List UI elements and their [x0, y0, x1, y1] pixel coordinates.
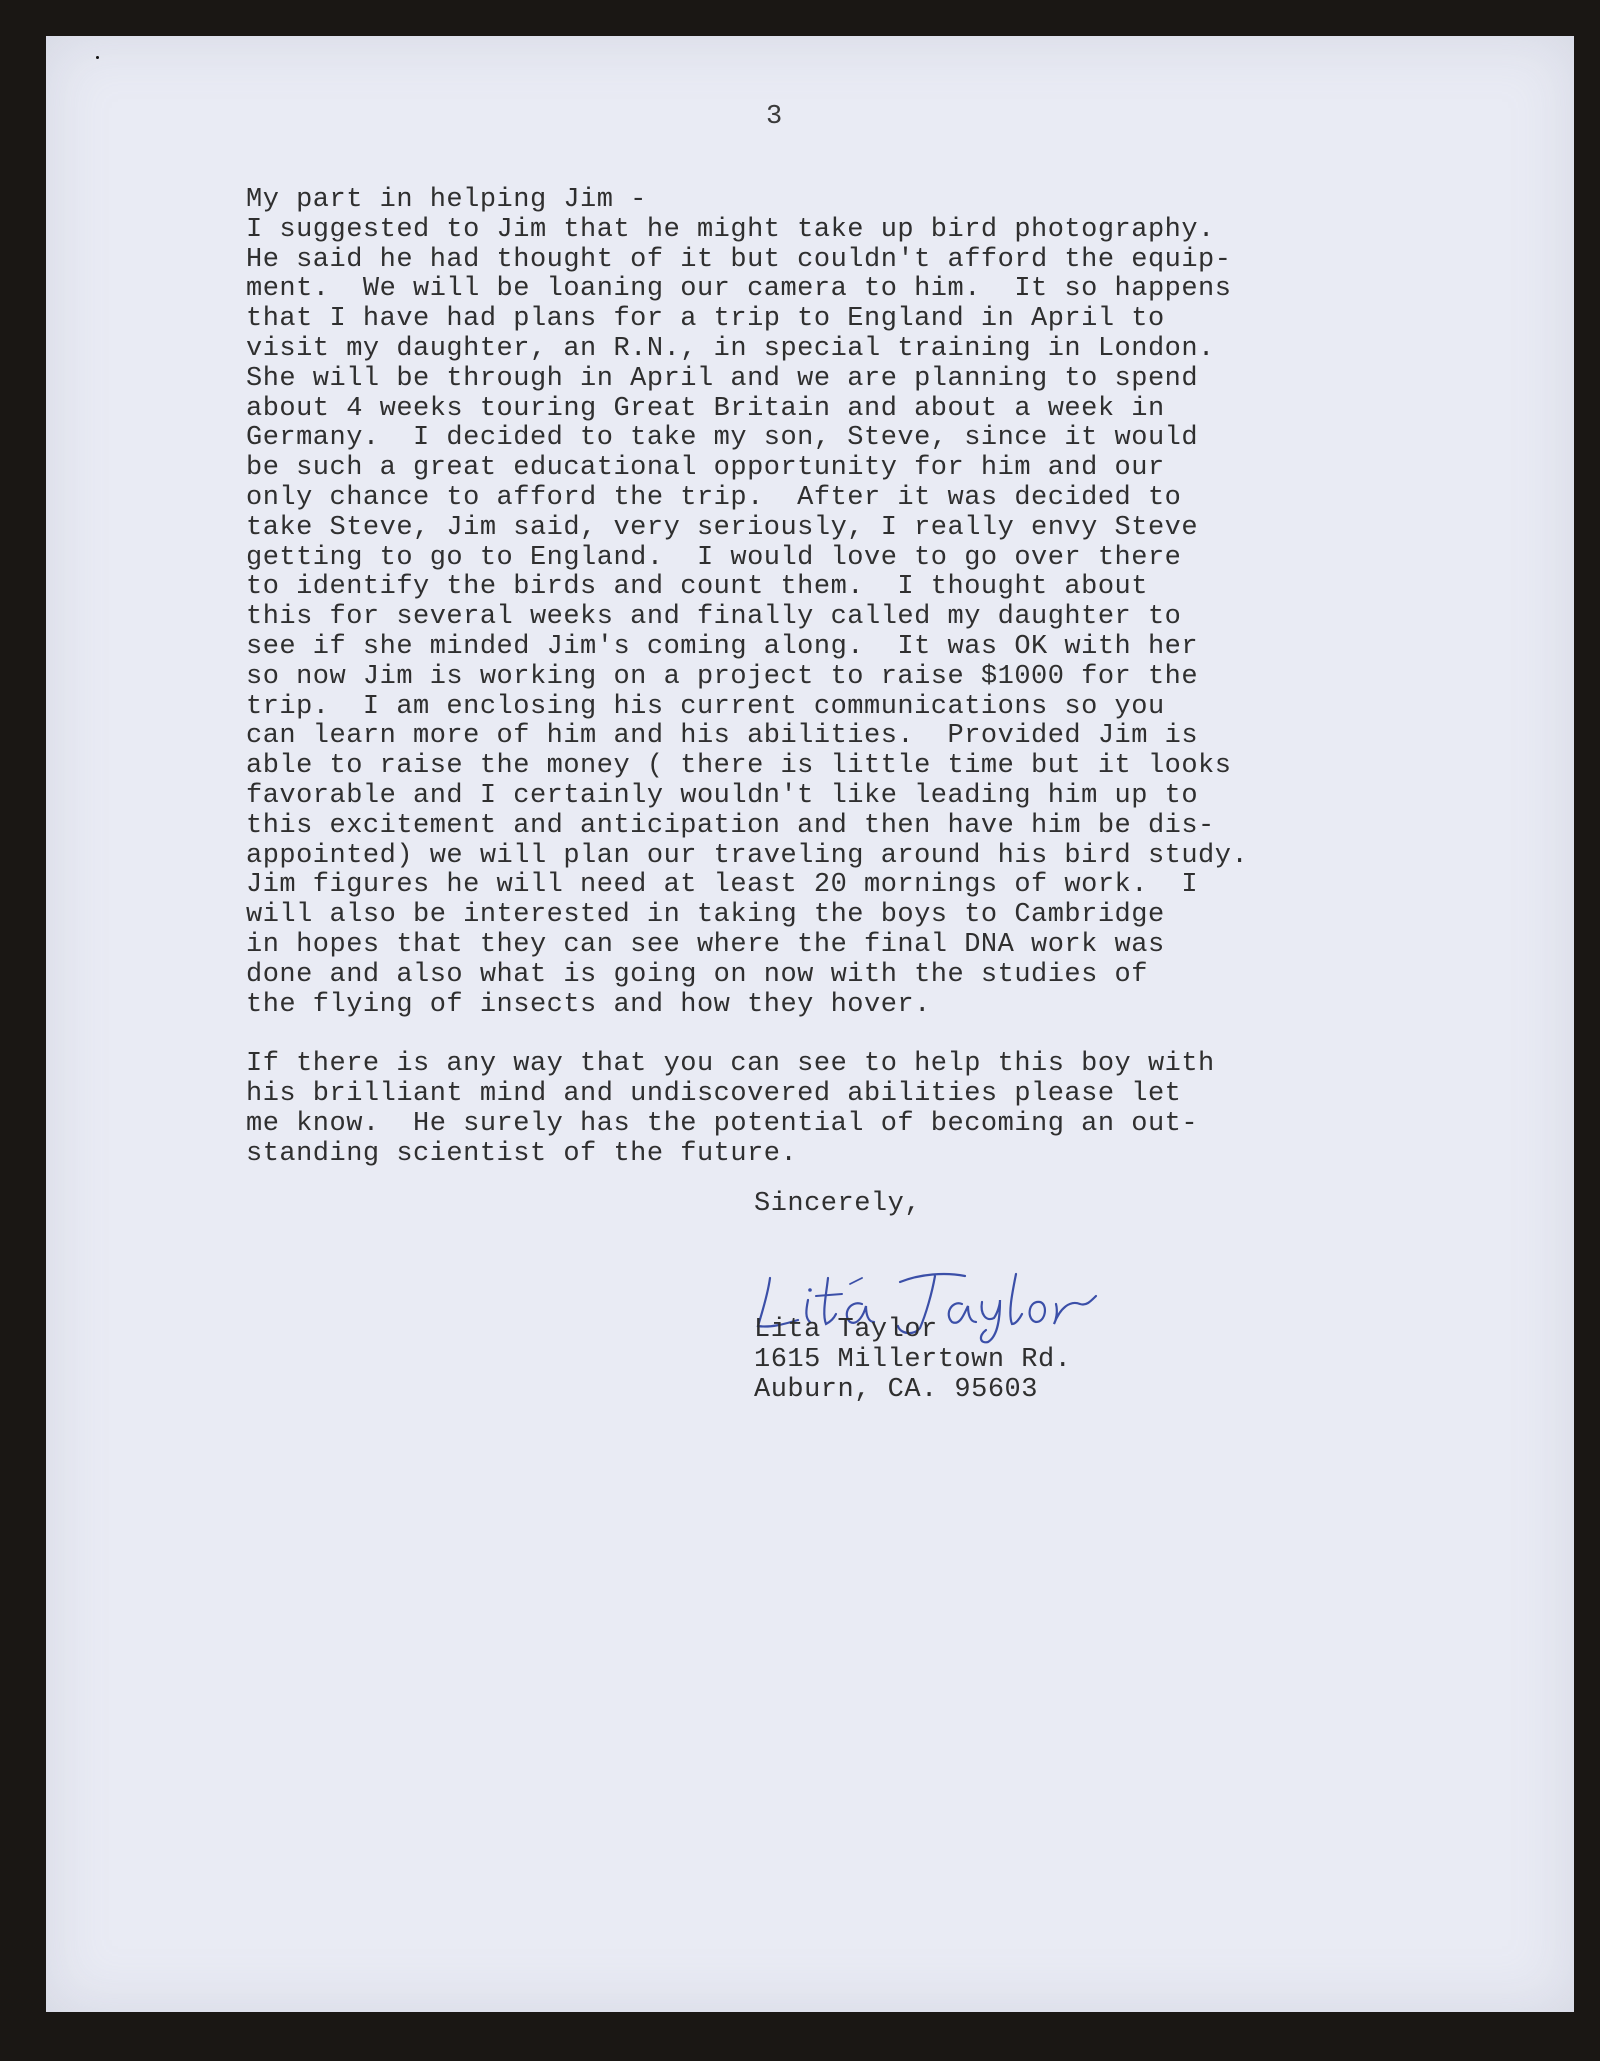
- page-number: 3: [766, 102, 783, 132]
- text-line: If there is any way that you can see to help this boy with: [246, 1049, 1215, 1080]
- letter-body: [246, 186, 1446, 1169]
- text-line: able to raise the money ( there is little time but it looks: [246, 751, 1232, 782]
- text-line: this excitement and anticipation and then have him be dis-: [246, 810, 1215, 841]
- text-line: that I have had plans for a trip to England in April to: [246, 304, 1165, 335]
- text-line: in hopes that they can see where the final DNA work was: [246, 929, 1165, 960]
- paragraph-1: [246, 186, 1446, 1020]
- address-block: [754, 1316, 1071, 1405]
- sender-street: 1615 Millertown Rd.: [754, 1344, 1072, 1375]
- text-line: He said he had thought of it but couldn't afford the equip-: [246, 244, 1232, 275]
- text-line: be such a great educational opportunity for him and our: [246, 453, 1165, 484]
- text-line: getting to go to England. I would love to go over there: [246, 542, 1182, 573]
- text-line: She will be through in April and we are planning to spend: [246, 363, 1199, 394]
- text-line: the flying of insects and how they hover.: [246, 989, 931, 1020]
- text-line: so now Jim is working on a project to raise $1000 for the: [246, 661, 1199, 692]
- text-line: me know. He surely has the potential of becoming an out-: [246, 1108, 1199, 1139]
- text-line: trip. I am enclosing his current communications so you: [246, 691, 1165, 722]
- sender-city-state-zip: Auburn, CA. 95603: [754, 1374, 1038, 1405]
- text-line: appointed) we will plan our traveling around his bird study.: [246, 840, 1249, 871]
- text-line: only chance to afford the trip. After it was decided to: [246, 482, 1182, 513]
- text-line: this for several weeks and finally called my daughter to: [246, 602, 1182, 633]
- speck: [96, 56, 99, 59]
- text-line: will also be interested in taking the boys to Cambridge: [246, 900, 1165, 931]
- text-line: Jim figures he will need at least 20 mornings of work. I: [246, 870, 1199, 901]
- text-line: see if she minded Jim's coming along. It was OK with her: [246, 631, 1199, 662]
- text-line: visit my daughter, an R.N., in special training in London.: [246, 333, 1215, 364]
- text-line: I suggested to Jim that he might take up bird photography.: [246, 214, 1215, 245]
- closing-block: [754, 1190, 921, 1220]
- text-line: My part in helping Jim -: [246, 185, 647, 215]
- text-line: can learn more of him and his abilities. Provided Jim is: [246, 721, 1199, 752]
- letter-page: [46, 36, 1574, 2012]
- salutation: Sincerely,: [754, 1189, 922, 1219]
- text-line: about 4 weeks touring Great Britain and about a week in: [246, 393, 1165, 424]
- text-line: take Steve, Jim said, very seriously, I really envy Steve: [246, 512, 1199, 543]
- text-line: his brilliant mind and undiscovered abilities please let: [246, 1078, 1182, 1109]
- paragraph-2: [246, 1050, 1446, 1169]
- text-line: ment. We will be loaning our camera to him. It so happens: [246, 274, 1232, 305]
- text-line: favorable and I certainly wouldn't like leading him up to: [246, 780, 1199, 811]
- text-line: standing scientist of the future.: [246, 1138, 798, 1169]
- paragraph-gap: [246, 1020, 1446, 1050]
- text-line: Germany. I decided to take my son, Steve, since it would: [246, 423, 1199, 454]
- text-line: done and also what is going on now with the studies of: [246, 959, 1148, 990]
- sender-name: Lita Taylor: [754, 1315, 938, 1345]
- text-line: to identify the birds and count them. I thought about: [246, 572, 1148, 603]
